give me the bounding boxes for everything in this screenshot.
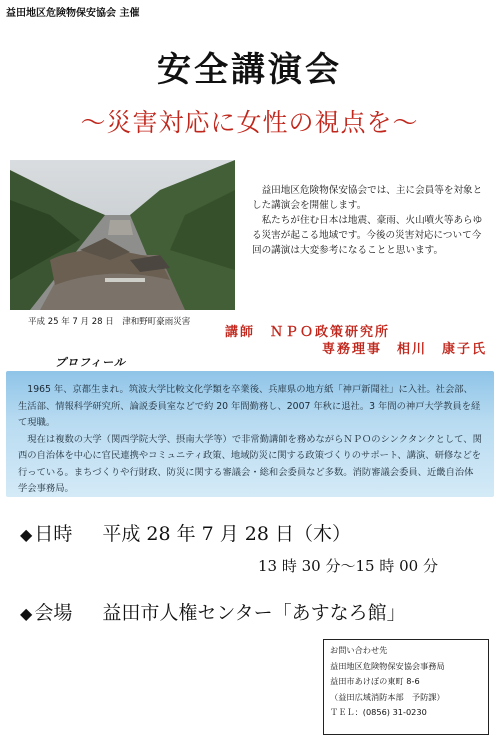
contact-heading: お問い合わせ先	[330, 645, 388, 655]
venue-label: 会場	[34, 602, 73, 624]
lecturer-line-1: 講師 ＮＰＯ政策研究所	[225, 325, 391, 340]
contact-box	[323, 639, 489, 735]
disaster-photo	[10, 160, 235, 310]
date-value: 平成 28 年 7 月 28 日（木）	[102, 523, 352, 545]
venue-value: 益田市人権センター「あすなろ館」	[102, 602, 406, 624]
venue-row	[20, 598, 406, 625]
date-row	[20, 519, 351, 546]
contact-line: 益田地区危険物保安協会事務局	[330, 660, 445, 671]
diamond-bullet-icon: ◆	[20, 525, 33, 544]
time-value: 13 時 30 分～15 時 00 分	[258, 557, 438, 575]
date-label: 日時	[34, 523, 73, 545]
contact-phone: ＴＥＬ：(0856) 31-0230	[330, 707, 427, 717]
contact-line: （益田広域消防本部 予防課）	[330, 691, 445, 702]
profile-heading: プロフィール	[55, 356, 126, 369]
intro-text	[252, 183, 486, 258]
page-title: 安全講演会	[157, 50, 342, 90]
contact-line: 益田市あけぼの東町 8-6	[330, 676, 420, 686]
lecturer-line-2: 専務理事 相川 康子氏	[321, 342, 487, 357]
intro-paragraph: 益田地区危険物保安協会では、主に会員等を対象とした講演会を開催します。	[252, 185, 483, 211]
profile-paragraph: 1965 年、京都生まれ。筑波大学比較文化学類を卒業後、兵庫県の地方紙「神戸新聞社」に入社。社会部、生活部、情報科学研究所、論説委員室などで約 20 年間勤務し、2007 年秋に退社。3 年間の神戸大学教員を経て現職。	[18, 384, 481, 428]
profile-paragraph: 現在は複数の大学（関西学院大学、摂南大学等）で非常勤講師を務めながらＮＰＯのシンクタンクとして、関西の自治体を中心に官民連携やコミュニティ政策、地域防災に関する政策づくりのサポート、講演、研修などを行っている。まちづくりや行財政、防災に関する審議会・総和会委員など多数。消防審議会委員、近畿自治体学会事務局。	[18, 433, 482, 494]
diamond-bullet-icon: ◆	[20, 604, 33, 623]
intro-paragraph: 私たちが住む日本は地震、豪雨、火山噴火等あらゆる災害が起こる地域です。今後の災害対応について今回の講演は大変参考になることと思います。	[252, 215, 483, 256]
photo-caption: 平成 25 年 7 月 28 日 津和野町豪雨災害	[28, 317, 191, 327]
organizer-label: 益田地区危険物保安協会 主催	[6, 8, 140, 19]
lecturer-info	[225, 324, 487, 358]
page-subtitle: ～災害対応に女性の視点を～	[80, 108, 419, 137]
profile-text	[18, 382, 482, 498]
